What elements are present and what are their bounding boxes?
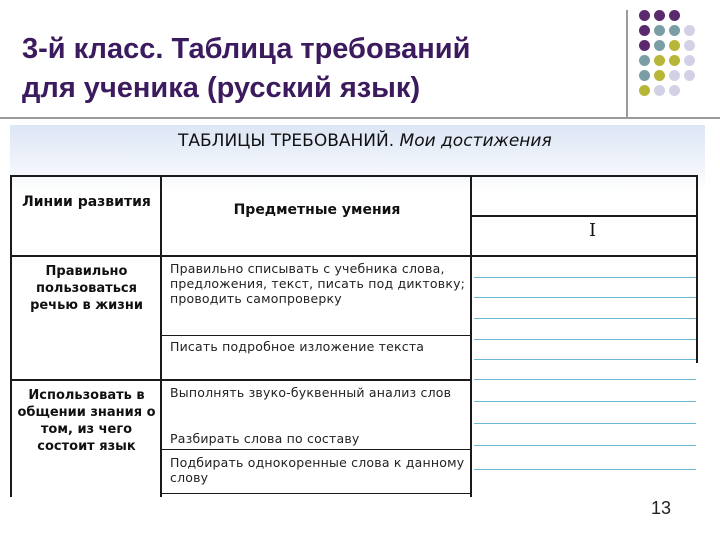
skill-text: Подбирать однокоренные слова к данному слову <box>170 455 465 485</box>
header-column-one: I <box>588 220 597 241</box>
decor-dot <box>669 10 680 21</box>
vertical-divider <box>626 10 628 118</box>
decor-dot <box>639 40 650 51</box>
skill-text: Писать подробное изложение текста <box>170 339 425 354</box>
decor-dot <box>654 55 665 66</box>
answer-line <box>474 339 696 340</box>
decor-dot <box>684 25 695 36</box>
table-row-line <box>160 335 472 336</box>
decor-dot <box>669 40 680 51</box>
decor-dot <box>669 70 680 81</box>
decor-dot <box>684 55 695 66</box>
decor-dot <box>639 70 650 81</box>
decor-dot <box>654 85 665 96</box>
scan-heading-italic: Мои достижения <box>399 131 552 151</box>
table-header-inner-line <box>470 215 698 217</box>
answer-line <box>474 277 696 278</box>
decor-dot <box>654 10 665 21</box>
page-number: 13 <box>650 498 672 518</box>
scan-heading-caps: ТАБЛИЦЫ ТРЕБОВАНИЙ. <box>178 131 395 151</box>
decor-dot <box>669 85 680 96</box>
answer-line <box>474 445 696 446</box>
skill-text: Правильно списывать с учебника слова, предложения, текст, писать под диктовку; проводить самопроверку <box>170 261 466 306</box>
answer-line <box>474 423 696 424</box>
decor-dot <box>639 25 650 36</box>
answer-line <box>474 318 696 319</box>
decor-dot <box>669 55 680 66</box>
line-of-development-label: Использовать в общении знания о том, из чего состоит язык <box>17 388 156 454</box>
skill-text: Выполнять звуко-буквенный анализ слов <box>170 385 452 400</box>
slide-title <box>22 30 612 108</box>
requirements-table <box>10 175 705 497</box>
decor-dot <box>639 55 650 66</box>
slide-title-line-1: 3-й класс. Таблица требований <box>22 33 471 65</box>
decor-dot <box>654 40 665 51</box>
answer-line <box>474 379 696 380</box>
table-row-line <box>160 449 472 450</box>
header-subject-skills: Предметные умения <box>233 202 401 218</box>
decor-dot <box>684 70 695 81</box>
horizontal-divider <box>0 117 720 119</box>
table-border-right <box>696 175 698 363</box>
scanned-table-image <box>10 125 705 497</box>
decor-dot <box>669 25 680 36</box>
table-row-line <box>160 493 472 494</box>
decor-dot <box>654 70 665 81</box>
header-lines-of-development: Линии развития <box>22 194 151 210</box>
answer-line <box>474 359 696 360</box>
table-group-line <box>10 379 472 381</box>
answer-line <box>474 401 696 402</box>
scan-heading <box>178 131 703 151</box>
table-border-left <box>10 175 12 497</box>
table-border-top <box>10 175 696 177</box>
answer-line <box>474 297 696 298</box>
decor-dot <box>684 40 695 51</box>
line-of-development-label: Правильно пользоваться речью в жизни <box>30 264 143 313</box>
decor-dot <box>639 85 650 96</box>
slide-title-line-2: для ученика (русский язык) <box>22 72 421 104</box>
decor-dot <box>654 25 665 36</box>
table-header-bottom-line <box>10 255 698 257</box>
skill-text: Разбирать слова по составу <box>170 431 360 446</box>
decor-dot <box>639 10 650 21</box>
answer-line <box>474 469 696 470</box>
